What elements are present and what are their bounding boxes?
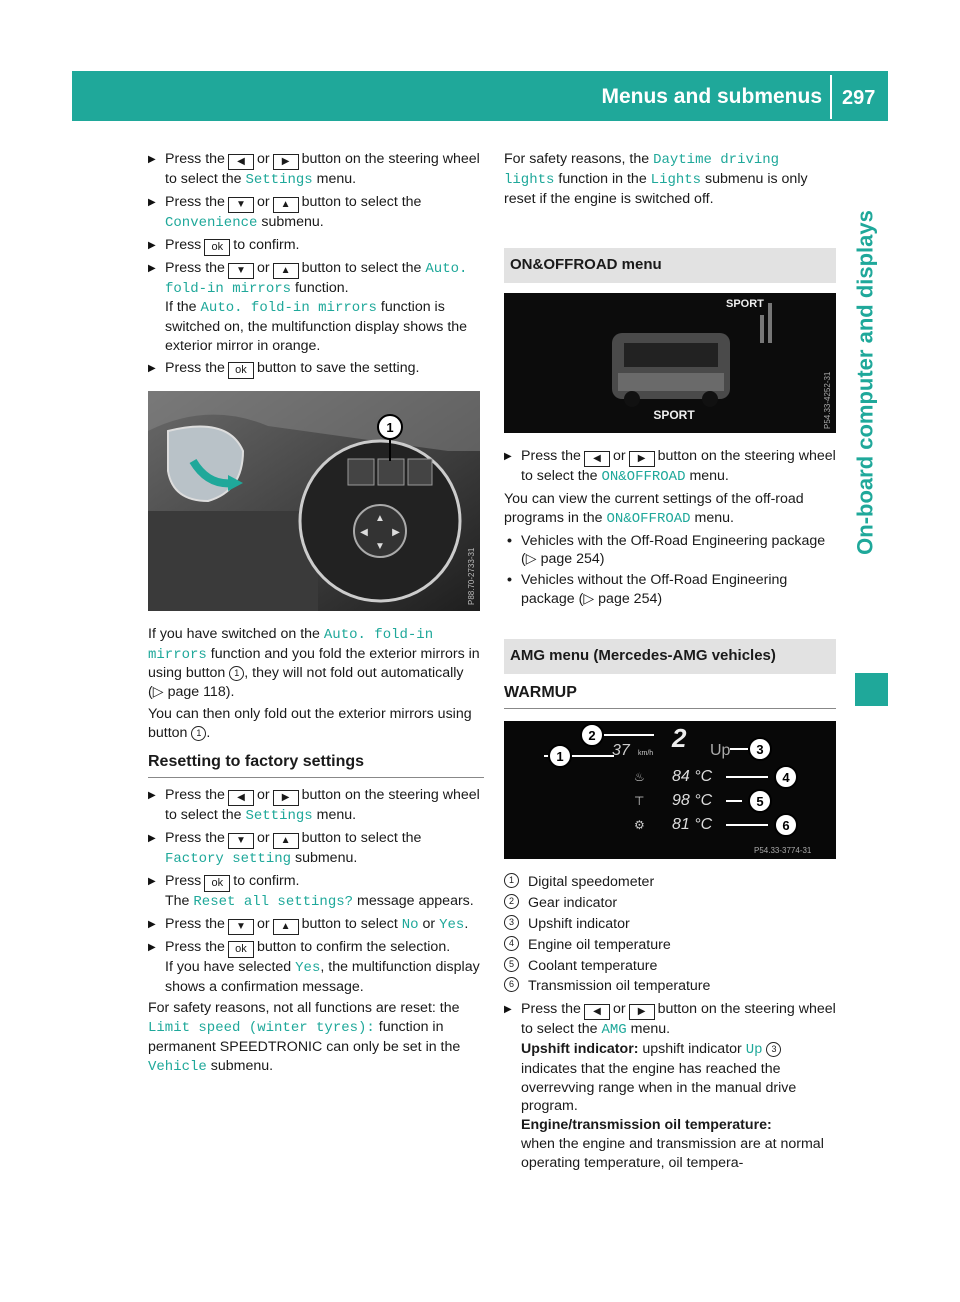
right-arrow-icon: ▶: [629, 1004, 655, 1020]
paragraph: For safety reasons, the Daytime driving lights function in the Lights submenu is only reset if the engine is switched off.: [504, 151, 808, 207]
figure-code: P88.70-2733-31: [467, 547, 476, 605]
up-arrow-icon: ▲: [273, 833, 299, 849]
engine-oil-temp: 84 °C: [672, 768, 713, 786]
svg-text:4: 4: [782, 770, 790, 786]
legend-item: 5 Coolant temperature: [504, 957, 836, 976]
svg-text:5: 5: [756, 794, 764, 810]
down-arrow-icon: ▼: [228, 833, 254, 849]
left-arrow-icon: ◀: [228, 154, 254, 170]
menu-term: ON&OFFROAD: [601, 469, 686, 486]
menu-term: Up: [745, 1041, 763, 1058]
step: ▶ Press ok to confirm.: [148, 236, 484, 256]
offroad-display-figure: [504, 293, 836, 433]
callout-ref-1: 1: [191, 726, 206, 741]
step: ▶ Press the ▼ or ▲ button to select the Auto. fold-in mirrors function. If the Auto. fold-in mirrors function is switched on, the multifunction display shows the exterior mirror in orange.: [148, 259, 484, 356]
coolant-temp: 98 °C: [672, 792, 713, 810]
paragraph: You can then only fold out the exterior mirrors using button 1 .: [148, 705, 472, 741]
legend-item: 4 Engine oil temperature: [504, 936, 836, 955]
left-column: [148, 150, 484, 1080]
step: ▶ Press the ◀ or ▶ button on the steering wheel to select the Settings menu.: [148, 786, 484, 826]
ok-key-icon: ok: [204, 875, 230, 892]
menu-term: Factory setting: [165, 851, 292, 868]
legend-item: 1 Digital speedometer: [504, 873, 836, 892]
page-header: [72, 71, 888, 121]
callout-ref-3: 3: [766, 1042, 781, 1057]
svg-text:6: 6: [782, 818, 790, 834]
legend-item: 6 Transmission oil temperature: [504, 977, 836, 996]
step: ▶ Press the ▼ or ▲ button to select the Convenience submenu.: [148, 193, 484, 233]
speed-value: 37: [612, 742, 630, 760]
step: ▶ Press the ◀ or ▶ button on the steering wheel to select the AMG menu. Upshift indicator: upshift indicator Up 3 indicates that the engine has reached the overrevving range when in the manual drive program. Engine/transmission oil temperature: when the engine and transmission are at normal operating temperature, oil tempera-: [504, 1000, 836, 1172]
legend-item: 3 Upshift indicator: [504, 915, 836, 934]
sport-top-label: SPORT: [726, 298, 764, 311]
legend-list: [504, 873, 836, 996]
upshift-label: Up: [710, 742, 731, 760]
step: ▶ Press the ◀ or ▶ button on the steering wheel to select the ON&OFFROAD menu.: [504, 447, 836, 487]
section-heading: AMG menu (Mercedes-AMG vehicles): [504, 639, 836, 674]
warmup-display-figure: [504, 721, 836, 859]
right-arrow-icon: ▶: [273, 790, 299, 806]
callout-1: [549, 745, 571, 767]
left-arrow-icon: ◀: [584, 1004, 610, 1020]
menu-term: Auto. fold-in mirrors: [165, 260, 468, 297]
menu-term: Auto. fold-in mirrors: [148, 626, 434, 663]
up-arrow-icon: ▲: [273, 263, 299, 279]
paragraph: For safety reasons, not all functions are reset: the Limit speed (winter tyres): function in permanent SPEEDTRONIC can only be set in the Vehicle submenu.: [148, 1000, 461, 1075]
figure-code: P54.33-3774-31: [754, 846, 812, 856]
gear-value: 2: [672, 723, 687, 754]
page-reference[interactable]: page 254: [540, 551, 600, 568]
left-arrow-icon: ◀: [584, 451, 610, 467]
list-item: • Vehicles with the Off-Road Engineering package (▷ page 254): [504, 532, 836, 570]
menu-term: Yes: [295, 959, 321, 976]
svg-text:◀: ◀: [360, 526, 368, 538]
step: ▶ Press ok to confirm. The Reset all settings? message appears.: [148, 872, 484, 912]
transmission-oil-temp: 81 °C: [672, 816, 713, 834]
paragraph: You can view the current settings of the off-road programs in the ON&OFFROAD menu.: [504, 490, 804, 527]
menu-term: Reset all settings?: [193, 893, 354, 910]
menu-term: No: [401, 916, 419, 933]
header-divider: [830, 75, 832, 119]
step: ▶ Press the ok button to confirm the selection. If you have selected Yes, the multifunction display shows a confirmation message.: [148, 938, 484, 997]
svg-text:2: 2: [588, 728, 596, 744]
callout-1: 1: [386, 419, 394, 435]
down-arrow-icon: ▼: [228, 197, 254, 213]
callout-ref-1: 1: [229, 666, 244, 681]
menu-term: AMG: [601, 1022, 627, 1039]
callout-5: [749, 790, 771, 812]
up-arrow-icon: ▲: [273, 197, 299, 213]
paragraph: If you have switched on the Auto. fold-in mirrors function and you fold the exterior mirrors in using button 1 , they will not fold out automatically (▷ page 118).: [148, 625, 480, 701]
page-reference[interactable]: page 118: [167, 684, 226, 701]
menu-term: Vehicle: [148, 1058, 207, 1075]
ok-key-icon: ok: [228, 941, 254, 958]
left-arrow-icon: ◀: [228, 790, 254, 806]
step: ▶ Press the ▼ or ▲ button to select the Factory setting submenu.: [148, 829, 484, 869]
gear-oil-icon: ⚙: [634, 818, 645, 833]
svg-text:3: 3: [756, 742, 764, 758]
chapter-tab-label: On-board computer and displays: [852, 210, 878, 555]
menu-term: Limit speed (winter tyres):: [148, 1020, 375, 1037]
section-title: Menus and submenus: [601, 85, 822, 108]
figure-code: P54.33-4252-31: [823, 371, 832, 430]
step: ▶ Press the ok button to save the setting.: [148, 359, 484, 379]
step: ▶ Press the ◀ or ▶ button on the steering wheel to select the Settings menu.: [148, 150, 484, 190]
chapter-tab: [852, 121, 888, 1146]
svg-text:1: 1: [556, 749, 564, 765]
page-number: 297: [842, 87, 876, 109]
mirror-switch-figure: [148, 391, 480, 611]
right-arrow-icon: ▶: [629, 451, 655, 467]
legend-item: 2 Gear indicator: [504, 894, 836, 913]
coolant-icon: ⊤: [634, 794, 645, 809]
down-arrow-icon: ▼: [228, 263, 254, 279]
up-arrow-icon: ▲: [273, 919, 299, 935]
menu-term: Settings: [245, 172, 313, 188]
section-heading: Resetting to factory settings: [148, 753, 484, 779]
chapter-tab-marker: [855, 673, 888, 706]
ok-key-icon: ok: [204, 239, 230, 256]
svg-text:▲: ▲: [375, 512, 385, 524]
oil-icon: ♨: [634, 770, 645, 785]
speed-unit: km/h: [638, 750, 654, 758]
svg-text:▶: ▶: [392, 526, 400, 538]
list-item: • Vehicles without the Off-Road Engineering package (▷ page 254): [504, 571, 836, 609]
step: ▶ Press the ▼ or ▲ button to select No or Yes.: [148, 915, 484, 935]
menu-term: ON&OFFROAD: [606, 510, 691, 527]
menu-term: Convenience: [165, 214, 258, 231]
right-arrow-icon: ▶: [273, 154, 299, 170]
callout-6: [775, 814, 797, 836]
section-heading: ON&OFFROAD menu: [504, 248, 836, 283]
page-reference[interactable]: page 254: [598, 590, 658, 607]
down-arrow-icon: ▼: [228, 919, 254, 935]
callout-3: [749, 738, 771, 760]
svg-text:▼: ▼: [375, 540, 385, 552]
right-column: [504, 150, 836, 1176]
callout-2: [581, 724, 603, 746]
callout-4: [775, 766, 797, 788]
menu-term: Yes: [439, 916, 465, 933]
menu-term: Daytime driving lights: [504, 152, 780, 188]
menu-term: Lights: [650, 171, 702, 188]
sport-bottom-label: SPORT: [653, 408, 695, 423]
menu-term: Auto. fold-in mirrors: [200, 300, 377, 317]
ok-key-icon: ok: [228, 362, 254, 379]
subsection-heading: WARMUP: [504, 684, 836, 710]
menu-term: Settings: [245, 808, 313, 825]
